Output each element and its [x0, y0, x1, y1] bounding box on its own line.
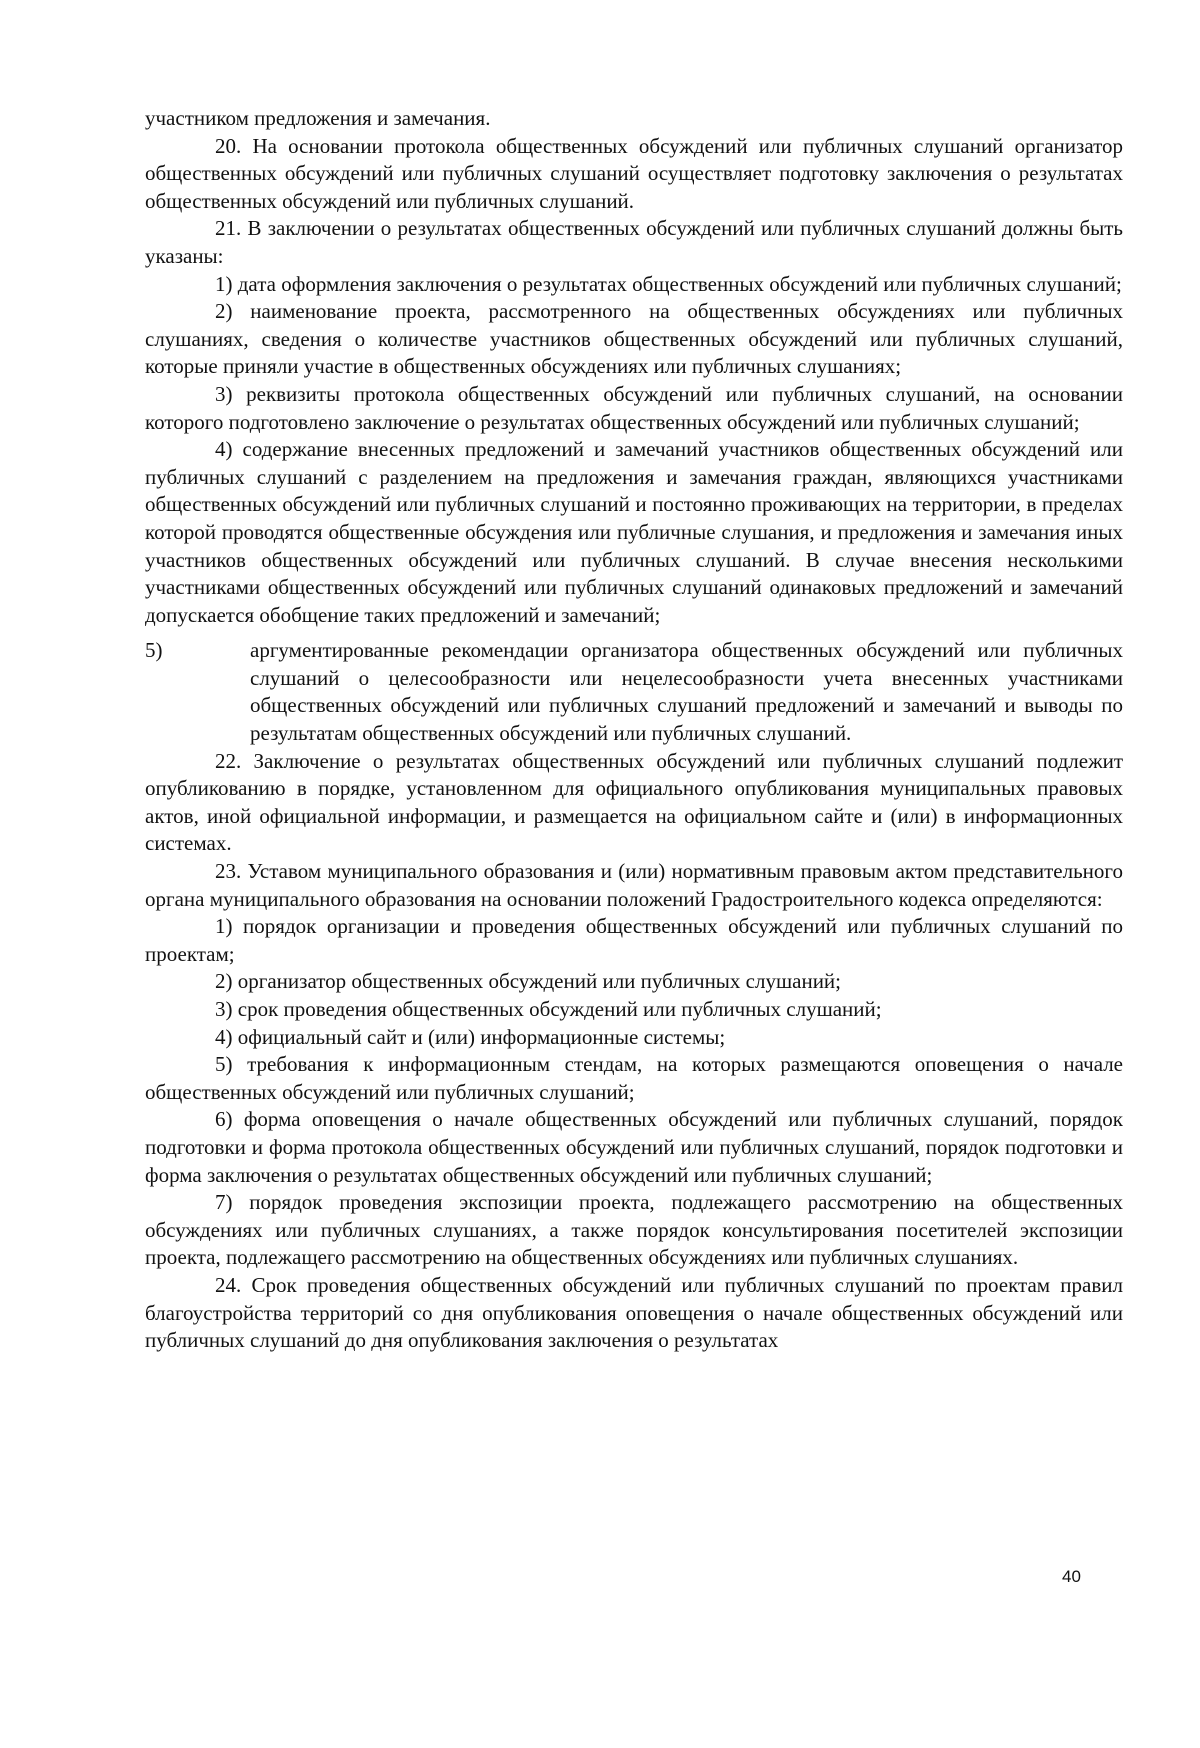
paragraph-23-item-1: 1) порядок организации и проведения общественных обсуждений или публичных слушаний по проектам; — [145, 914, 1123, 966]
paragraph-21: 21. В заключении о результатах общественных обсуждений или публичных слушаний должны быть указаны: — [145, 216, 1123, 268]
paragraph-23-item-2: 2) организатор общественных обсуждений или публичных слушаний; — [215, 969, 842, 994]
paragraph-22: 22. Заключение о результатах общественных обсуждений или публичных слушаний подлежит опубликованию в порядке, установленном для официального опубликования муниципальных правовых актов, иной официальной информации, и размещается на официальном сайте и (или) в информационных системах. — [145, 748, 1123, 856]
paragraph-23-item-7: 7) порядок проведения экспозиции проекта, подлежащего рассмотрению на общественных обсуждениях или публичных слушаниях, а также порядок консультирования посетителей экспозиции проекта, подлежащего рассмотрению на общественных обсуждениях или публичных слушаниях. — [145, 1190, 1123, 1270]
paragraph-23: 23. Уставом муниципального образования и (или) нормативным правовым актом представительного органа муниципального образования на основании положений Градостроительного кодекса определяются: — [145, 859, 1123, 911]
paragraph-continuation: участником предложения и замечания. — [145, 106, 491, 130]
paragraph-21-item-1: 1) дата оформления заключения о результатах общественных обсуждений или публичных слушаний; — [215, 271, 1122, 296]
paragraph-21-item-4: 4) содержание внесенных предложений и замечаний участников общественных обсуждений или публичных слушаний с разделением на предложения и замечания граждан, являющихся участниками общественных обсуждений или публичных слушаний и постоянно проживающих на территории, в пределах которой проводятся общественные обсуждения или публичные слушания, и предложения и замечания иных участников общественных обсуждений или публичных слушаний. В случае внесения несколькими участниками общественных обсуждений или публичных слушаний одинаковых предложений и замечаний допускается обобщение таких предложений и замечаний; — [145, 437, 1123, 627]
paragraph-21-item-5 — [145, 637, 1123, 747]
item-5-number: 5) — [145, 638, 163, 663]
paragraph-23-item-6: 6) форма оповещения о начале общественных обсуждений или публичных слушаний, порядок подготовки и форма протокола общественных обсуждений или публичных слушаний, порядок подготовки и форма заключения о результатах общественных обсуждений или публичных слушаний; — [145, 1107, 1123, 1187]
page-number: 40 — [1062, 1567, 1081, 1586]
paragraph-20: 20. На основании протокола общественных обсуждений или публичных слушаний организатор общественных обсуждений или публичных слушаний осуществляет подготовку заключения о результатах общественных обсуждений или публичных слушаний. — [145, 133, 1123, 213]
paragraph-24: 24. Срок проведения общественных обсуждений или публичных слушаний по проектам правил благоустройства территорий со дня опубликования оповещения о начале общественных обсуждений или публичных слушаний до дня опубликования заключения о результатах — [145, 1272, 1123, 1353]
paragraph-21-item-3: 3) реквизиты протокола общественных обсуждений или публичных слушаний, на основании которого подготовлено заключение о результатах общественных обсуждений или публичных слушаний; — [145, 381, 1123, 434]
paragraph-23-item-4: 4) официальный сайт и (или) информационные системы; — [215, 1024, 726, 1049]
paragraph-23-item-5: 5) требования к информационным стендам, на которых размещаются оповещения о начале общественных обсуждений или публичных слушаний; — [145, 1052, 1123, 1104]
document-body — [145, 105, 1123, 1355]
paragraph-21-item-2: 2) наименование проекта, рассмотренного на общественных обсуждениях или публичных слушаниях, сведения о количестве участников общественных обсуждений или публичных слушаний, которые приняли участие в общественных обсуждениях или публичных слушаниях; — [145, 299, 1123, 379]
item-5-text: аргументированные рекомендации организатора общественных обсуждений или публичных слушаний о целесообразности или нецелесообразности учета внесенных участниками общественных обсуждений или публичных слушаний предложений и замечаний и выводы по результатам общественных обсуждений или публичных слушаний. — [250, 638, 1123, 746]
paragraph-23-item-3: 3) срок проведения общественных обсуждений или публичных слушаний; — [215, 997, 882, 1021]
